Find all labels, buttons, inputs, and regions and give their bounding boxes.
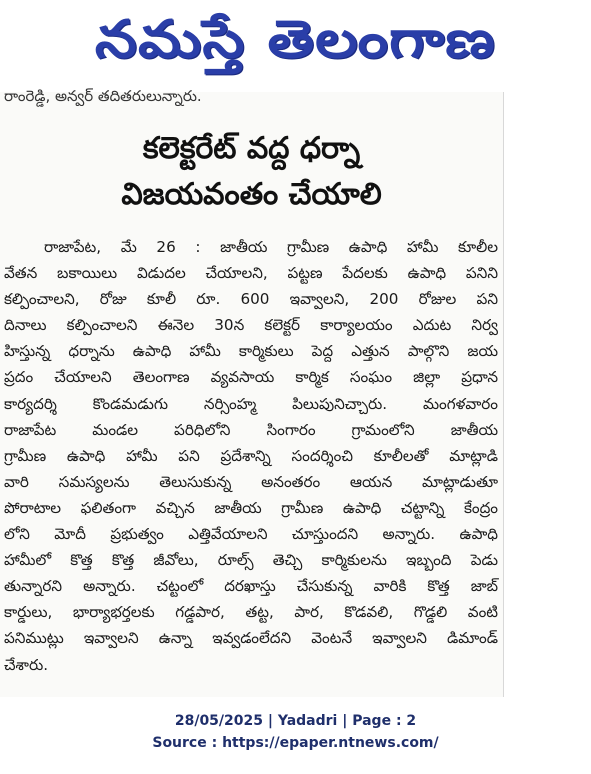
article-clipping <box>0 87 503 697</box>
footer <box>0 710 591 754</box>
previous-article-fragment: రాంరెడ్డి, అన్వర్ తదితరులున్నారు. <box>4 87 202 105</box>
article-body-line: కార్యదర్శి కొండమడుగు నర్సింహ్మ పిలుపునిచ్చారు. మంగళవారం <box>4 394 498 413</box>
article-body-line: తున్నారని అన్నారు. చట్టంలో దరఖాస్తు చేసుకున్న వారికి కొత్త జాబ్ <box>4 577 498 596</box>
article-body-line: చేశారు. <box>4 655 49 674</box>
article-body <box>4 234 498 678</box>
article-body-line: కల్పించాలని, రోజు కూలీ రూ. 600 ఇవ్వాలని, 200 రోజుల పని <box>4 290 498 309</box>
article-body-line: వారి సమస్యలను తెలుసుకున్న అనంతరం ఆయన మాట్లాడుతూ <box>4 472 498 491</box>
masthead <box>0 0 591 92</box>
headline-line-2: విజయవంతం చేయాలి <box>121 177 382 212</box>
article-body-line: రాజాపేట మండల పరిధిలోని సింగారం గ్రామంలోని జాతీయ <box>4 420 498 439</box>
source-link[interactable]: Source : https://epaper.ntnews.com/ <box>152 735 439 751</box>
article-body-line: ప్రదం చేయాలని తెలంగాణ వ్యవసాయ కార్మిక సంఘం జిల్లా ప్రధాన <box>4 368 498 387</box>
clipping-border <box>503 92 504 697</box>
newspaper-title: నమస్తే తెలంగాణ <box>95 9 496 70</box>
article-body-line: హామీలో కొత్త కొత్త జీవోలు, రూల్స్ తెచ్చి కార్మికులను ఇబ్బంది పెడు <box>4 551 498 570</box>
article-body-line: లోని మోదీ ప్రభుత్వం ఎత్తివేయాలని చూస్తుందని అన్నారు. ఉపాధి <box>4 525 498 544</box>
article-body-line: పోరాటాల ఫలితంగా వచ్చిన జాతీయ గ్రామీణ ఉపాధి చట్టాన్ని కేంద్రం <box>4 498 498 517</box>
article-body-line: రాజాపేట, మే 26 : జాతీయ గ్రామీణ ఉపాధి హామీ కూలీల <box>44 238 498 256</box>
article-body-line: కార్డులు, భార్యాభర్తలకు గడ్డపార, తట్ట, పార, కొడవలి, గొడ్డలి వంటి <box>4 603 498 622</box>
article-body-line: హిస్తున్న ధర్నాను ఉపాధి హామీ కార్మికులు పెద్ద ఎత్తున పాల్గొని జయ <box>4 342 498 361</box>
article-body-line: గ్రామీణ ఉపాధి హామీ పని ప్రదేశాన్ని సందర్శించి కూలీలతో మాట్లాడి <box>4 446 498 465</box>
edition-info: 28/05/2025 | Yadadri | Page : 2 <box>174 713 417 729</box>
headline-line-1: కలెక్టరేట్ వద్ద ధర్నా <box>142 131 361 166</box>
article-headline <box>0 126 503 218</box>
article-body-line: దినాలు కల్పించాలని ఈనెల 30న కలెక్టర్ కార్యాలయం ఎదుట నిర్వ <box>4 316 498 335</box>
article-body-line: వేతన బకాయిలు విడుదల చేయాలని, పట్టణ పేదలకు ఉపాధి పనిని <box>4 264 498 283</box>
article-body-line: పనిముట్లు ఇవ్వాలని ఉన్నా ఇవ్వడంలేదని వెంటనే ఇవ్వాలని డిమాండ్ <box>4 629 498 648</box>
